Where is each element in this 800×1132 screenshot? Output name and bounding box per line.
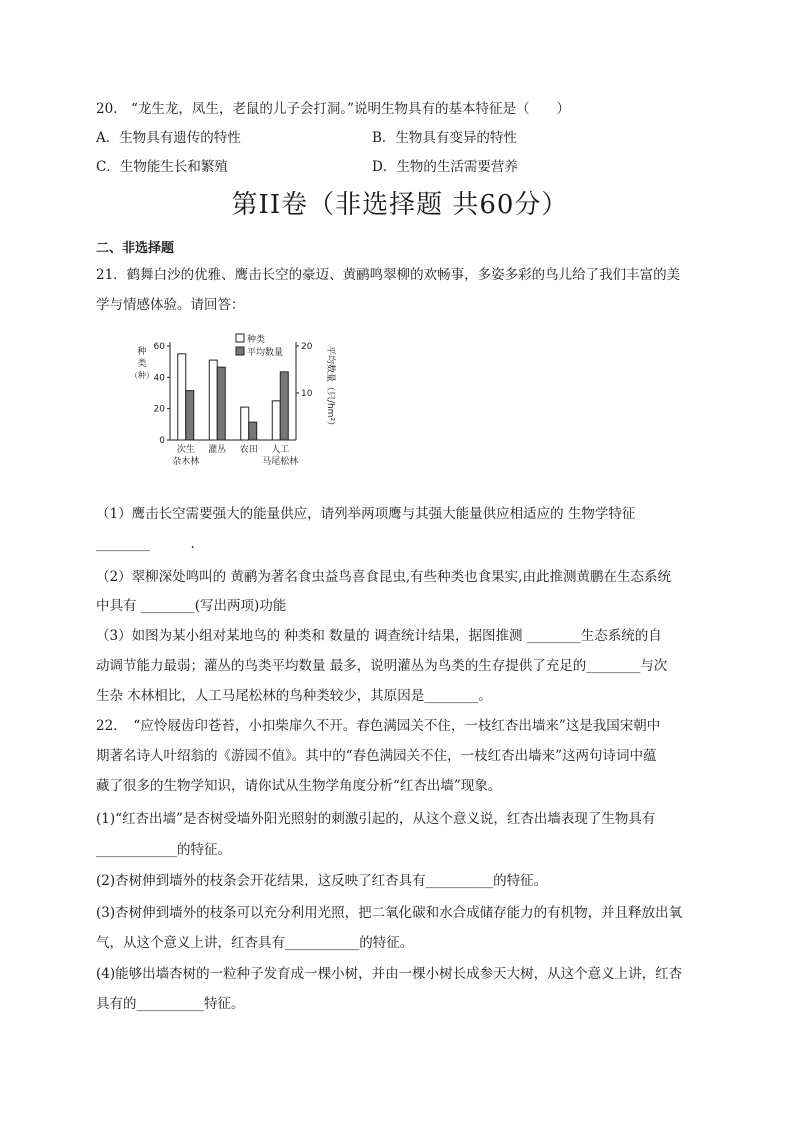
q21-part1-a: （1）鹰击长空需要强大的能量供应，请列举两项鹰与其强大能量供应相适应的 生物学特征	[96, 506, 636, 522]
q22-sub1-b: ____________的特征。	[96, 842, 231, 858]
q21-part1-b: ________ .	[96, 536, 195, 552]
left-axis-label: （种）	[130, 371, 154, 380]
right-tick-label: 10	[301, 389, 313, 399]
q20-option-b: B．生物具有变异的特性	[372, 130, 517, 146]
q21-part3-a: （3）如图为某小组对某地鸟的 种类和 数量的 调查统计结果，据图推测 ________生态系统的自	[96, 628, 662, 644]
legend-label-species: 种类	[247, 335, 266, 345]
legend-swatch-average-count	[236, 347, 244, 355]
category-label: 马尾松林	[262, 457, 299, 467]
q20-stem: 20. “龙生龙，凤生，老鼠的儿子会打洞。”说明生物具有的基本特征是（ ）	[96, 101, 571, 117]
q22-sub3-a: (3)杏树伸到墙外的枝条可以充分利用光照，把二氧化碳和水合成储存能力的有机物，并且释放出氧	[96, 905, 683, 921]
bar-average-count	[280, 372, 288, 440]
category-label: 次生	[176, 445, 195, 455]
bar-average-count	[249, 422, 257, 440]
left-tick-label: 20	[153, 404, 165, 415]
q21-part3-c: 生杂 木林相比，人工马尾松林的鸟种类较少，其原因是________。	[96, 688, 492, 704]
category-label: 杂木林	[172, 457, 200, 467]
bar-species	[209, 360, 217, 440]
q21-part2-a: （2）翠柳深处鸣叫的 黄鹂为著名食虫益鸟喜食昆虫,有些种类也食果实,由此推测黄鹏在生态系统	[96, 569, 671, 585]
right-axis-label: 平均数量（只/hm²）	[325, 345, 335, 431]
legend-swatch-species	[236, 334, 244, 342]
bar-average-count	[217, 367, 225, 440]
left-tick-label: 60	[153, 342, 165, 352]
q22-line-1: 22． “应怜屐齿印苍苔，小扣柴扉久不开。春色满园关不住，一枝红杏出墙来”这是我国宋朝中	[96, 718, 661, 734]
bar-species	[178, 354, 186, 440]
q22-line-3: 藏了很多的生物学知识，请你试从生物学角度分析“红杏出墙”现象。	[96, 778, 502, 794]
section-heading: 二、非选择题	[96, 241, 175, 256]
q20-option-d: D．生物的生活需要营养	[372, 159, 518, 175]
q22-sub1-a: (1)“红杏出墙”是杏树受墙外阳光照射的刺激引起的，从这个意义说，红杏出墙表现了生物具有	[96, 811, 656, 827]
q20-option-c: C．生物能生长和繁殖	[96, 159, 228, 175]
q20-option-a: A．生物具有遗传的特性	[96, 130, 241, 146]
right-tick-label: 20	[301, 342, 313, 352]
q21-line-1: 21．鹤舞白沙的优雅、鹰击长空的豪迈、黄鹂鸣翠柳的欢畅事，多姿多彩的鸟儿给了我们丰富的美	[96, 267, 681, 283]
left-axis-label: 种	[137, 347, 147, 357]
bar-species	[272, 401, 280, 440]
left-tick-label: 40	[153, 373, 165, 384]
bar-average-count	[186, 391, 194, 440]
bird-survey-chart	[128, 328, 348, 476]
q21-part3-b: 动调节能力最弱；灌丛的鸟类平均数量 最多，说明灌丛为鸟类的生存提供了充足的________与次	[96, 658, 668, 674]
q21-line-2: 学与情感体验。请回答：	[96, 297, 245, 313]
q22-line-2: 期著名诗人叶绍翁的《游园不值》。其中的“春色满园关不住，一枝红杏出墙来”这两句诗词中蕴	[96, 748, 657, 764]
category-label: 农田	[239, 445, 258, 455]
legend-label-average-count: 平均数量	[247, 348, 284, 358]
q21-part2-b: 中具有 ________(写出两项)功能	[96, 598, 287, 614]
q22-sub4-a: (4)能够出墙杏树的一粒种子发育成一棵小树，并由一棵小树长成参天大树，从这个意义上讲，红杏	[96, 966, 683, 982]
left-axis-label: 类	[137, 359, 147, 369]
left-tick-label: 0	[159, 436, 165, 446]
q22-sub4-b: 具有的__________特征。	[96, 996, 245, 1012]
q22-sub2: (2)杏树伸到墙外的枝条会开花结果，这反映了红杏具有__________的特征。	[96, 873, 548, 889]
bar-species	[241, 407, 249, 440]
category-label: 灌丛	[208, 445, 227, 455]
category-label: 人工	[271, 445, 290, 455]
q22-sub3-b: 气，从这个意义上讲，红杏具有___________的特征。	[96, 935, 414, 951]
section-title: 第II卷（非选择题 共60分）	[231, 190, 569, 220]
